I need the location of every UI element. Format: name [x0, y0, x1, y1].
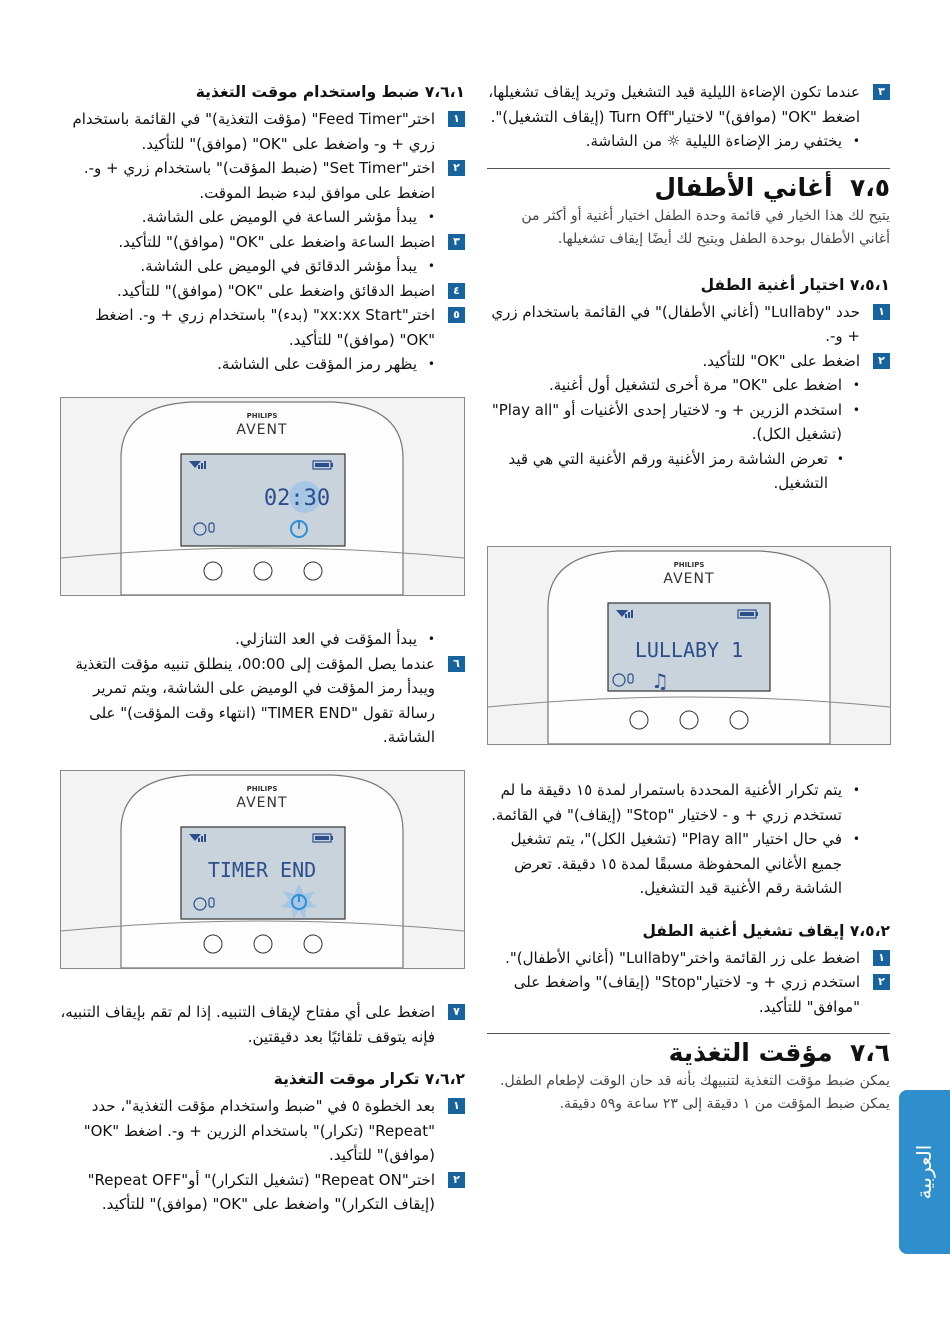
device-button-center — [680, 711, 698, 729]
left-column-lower — [60, 1000, 465, 1217]
language-tab-label: العربية — [912, 1144, 936, 1200]
section-intro: يمكن ضبط مؤقت التغذية لتنبيهك بأنه قد حان الوقت لإطعام الطفل. يمكن ضبط المؤقت من ١ دقيقة إلى ٢٣ ساعة و٥٩ دقيقة. — [500, 1073, 890, 1112]
step-text: حدد "Lullaby" (أغاني الأطفال)" في القائمة باستخدام زري + و-. — [491, 302, 860, 345]
step-text: اضغط على أي مفتاح لإيقاف التنبيه. إذا لم تقم بإيقاف التنبيه، فإنه يتوقف تلقائيًا بعد دقيقتين. — [60, 1003, 435, 1046]
step-6 — [60, 652, 465, 750]
bullet-icon: • — [852, 402, 860, 417]
section-title: مؤقت التغذية — [668, 1038, 833, 1067]
left-column — [60, 80, 465, 377]
device-button-right — [730, 711, 748, 729]
device-button-center — [254, 935, 272, 953]
bullet-text: استخدم الزرين + و- لاختيار إحدى الأغنيات أو "Play all" (تشغيل الكل). — [491, 400, 842, 443]
device-illustration-timer-end — [60, 770, 465, 969]
bullet-text: يبدأ المؤقت في العد التنازلي. — [235, 630, 417, 648]
list-item — [60, 352, 465, 377]
step-1 — [487, 300, 890, 349]
logo: AVENT — [236, 795, 288, 811]
step-number-badge: ٢ — [448, 1172, 465, 1188]
bullet-text: يختفي رمز الإضاءة الليلية ☼ من الشاشة. — [585, 132, 842, 150]
brand-label: PHILIPS — [246, 412, 278, 420]
logo: AVENT — [236, 422, 288, 438]
step-1 — [487, 946, 890, 971]
step-text: اختر"Set Timer" (ضبط المؤقت)" باستخدام زري + و-. اضغط على موافق لبدء ضبط الموقت. — [83, 159, 435, 202]
lcd-display-text: LULLABY 1 — [634, 638, 744, 662]
device-button-right — [304, 935, 322, 953]
step-text: اضغط على زر القائمة واختر"Lullaby" (أغاني الأطفال)". — [505, 948, 860, 967]
section-divider — [487, 1033, 890, 1034]
step-number-badge: ٢ — [448, 160, 465, 176]
section-title: أغاني الأطفال — [654, 172, 833, 202]
step-number-badge: ٤ — [448, 283, 465, 299]
section-number: ٧،٥ — [849, 172, 890, 202]
bullet-icon: • — [852, 783, 860, 797]
step-number-badge: ٢ — [873, 353, 890, 369]
list-item — [60, 254, 465, 279]
step-number-badge: ٦ — [448, 656, 465, 672]
step-number-badge: ١ — [448, 1098, 465, 1114]
step-text: اضبط الساعة واضغط على "OK" (موافق)" للتأكيد. — [118, 232, 435, 251]
bullet-icon: • — [852, 832, 860, 846]
bullet-icon: • — [852, 134, 860, 148]
language-side-tab — [899, 1090, 950, 1254]
step-number-badge: ١ — [873, 304, 890, 320]
step-text: اختر"Feed Timer" (مؤقت التغذية)" في القائمة باستخدام زري + و- واضغط على "OK" (موافق)" للتأكيد. — [72, 110, 435, 153]
bullet-icon: • — [836, 451, 844, 466]
subsection-heading: ٧،٦،٢ تكرار موقت التغذية — [273, 1070, 465, 1088]
logo: AVENT — [663, 571, 715, 587]
list-item — [487, 778, 890, 827]
bullet-icon: • — [427, 259, 435, 273]
list-item — [487, 447, 890, 496]
list-item — [487, 827, 890, 901]
bullet-icon: • — [427, 632, 435, 646]
bullet-text: يظهر رمز المؤقت على الشاشة. — [217, 355, 417, 373]
device-button-right — [304, 562, 322, 580]
bullet-icon: • — [427, 357, 435, 371]
list-item — [60, 205, 465, 230]
step-text: اضبط الدقائق واضغط على "OK" (موافق)" للتأكيد. — [117, 281, 435, 300]
left-column-middle — [60, 627, 465, 750]
subsection-heading: ٧،٥،١ اختيار أغنية الطفل — [700, 275, 890, 294]
section-heading — [487, 171, 890, 205]
step-text: بعد الخطوة ٥ في "ضبط واستخدام مؤقت التغذية"، حدد "Repeat" (تكرار)" باستخدام الزرين + و-. اضغط "OK" (موافق)" للتأكيد. — [83, 1097, 435, 1164]
device-button-left — [204, 935, 222, 953]
list-item — [60, 627, 465, 652]
step-number-badge: ٣ — [873, 84, 890, 100]
section-heading — [487, 1036, 890, 1070]
step-number-badge: ١ — [873, 950, 890, 966]
step-text: عندما تكون الإضاءة الليلية قيد التشغيل وتريد إيقاف تشغيلها، اضغط "OK" (موافق)" لاختيار"Turn Off (إيقاف التشغيل)". — [488, 83, 860, 126]
step-text: استخدم زري + و- لاختيار"Stop" (إيقاف)" واضغط على "موافق" للتأكيد. — [513, 973, 860, 1016]
music-note-icon: ♫ — [651, 669, 669, 693]
right-column — [487, 80, 890, 496]
list-item — [487, 373, 890, 398]
step-number-badge: ٢ — [873, 974, 890, 990]
step-2 — [60, 156, 465, 205]
right-column-lower — [487, 778, 890, 1116]
step-text: اختر"Repeat ON" (تشغيل التكرار)" أو"Repeat OFF" (إيقاف التكرار)" واضغط على "OK" (موافق)" للتأكيد. — [87, 1170, 435, 1213]
device-button-left — [630, 711, 648, 729]
bullet-text: تعرض الشاشة رمز الأغنية ورقم الأغنية التي هي قيد التشغيل. — [508, 449, 828, 492]
step-2 — [487, 970, 890, 1019]
bullet-text: يبدأ مؤشر الدقائق في الوميض على الشاشة. — [140, 257, 417, 275]
step-1 — [60, 107, 465, 156]
device-illustration-timer — [60, 397, 465, 596]
bullet-icon: • — [427, 210, 435, 224]
brand-label: PHILIPS — [246, 785, 278, 793]
step-text: اضغط على "OK" للتأكيد. — [702, 351, 860, 370]
bullet-text: اضغط على "OK" مرة أخرى لتشغيل أول أغنية. — [548, 376, 842, 394]
lcd-display-text: TIMER END — [207, 858, 317, 882]
step-5 — [60, 303, 465, 352]
step-2 — [487, 349, 890, 374]
step-number-badge: ٧ — [448, 1004, 465, 1020]
section-intro: يتيح لك هذا الخيار في قائمة وحدة الطفل اختيار أغنية أو أكثر من أغاني الأطفال بوحدة الطفل ويتيح لك أيضًا إيقاف تشغيلها. — [521, 207, 890, 247]
bullet-text: يتم تكرار الأغنية المحددة باستمرار لمدة ١٥ دقيقة ما لم تستخدم زري + و - لاختيار "Stop" (إيقاف)" في القائمة. — [491, 781, 842, 824]
step-number-badge: ٥ — [448, 307, 465, 323]
step-4 — [60, 279, 465, 304]
section-number: ٧،٦ — [849, 1038, 890, 1067]
step-1 — [60, 1094, 465, 1168]
lcd-display-text: 02:30 — [263, 486, 331, 511]
subsection-heading: ٧،٦،١ ضبط واستخدام موقت التغذية — [195, 83, 465, 101]
list-item — [487, 129, 890, 154]
section-divider — [487, 168, 890, 169]
step-7 — [60, 1000, 465, 1049]
brand-label: PHILIPS — [673, 561, 705, 569]
step-text: اختر"xx:xx Start" (بدء)" باستخدام زري + و-. اضغط "OK" (موافق)" للتأكيد. — [95, 306, 435, 349]
step-number-badge: ٣ — [448, 234, 465, 250]
bullet-text: في حال اختيار "Play all" (تشغيل الكل)"، يتم تشغيل جميع الأغاني المحفوظة مسبقًا لمدة ١٥ دقيقة. تعرض الشاشة رقم الأغنية قيد التشغيل. — [510, 830, 842, 897]
list-item — [487, 398, 890, 447]
device-button-center — [254, 562, 272, 580]
step-3 — [60, 230, 465, 255]
device-illustration-lullaby — [487, 546, 891, 745]
bullet-text: يبدأ مؤشر الساعة في الوميض على الشاشة. — [141, 208, 417, 226]
step-3 — [487, 80, 890, 129]
step-text: عندما يصل المؤقت إلى 00:00، ينطلق تنبيه مؤقت التغذية ويبدأ رمز المؤقت في الوميض على الشاشة، ويتم تمرير رسالة تقول "TIMER END" (انتهاء وقت المؤقت)" على الشاشة. — [75, 654, 435, 746]
device-button-left — [204, 562, 222, 580]
bullet-icon: • — [852, 378, 860, 392]
subsection-heading: ٧،٥،٢ إيقاف تشغيل أغنية الطفل — [642, 921, 890, 940]
step-2 — [60, 1168, 465, 1217]
step-number-badge: ١ — [448, 111, 465, 127]
